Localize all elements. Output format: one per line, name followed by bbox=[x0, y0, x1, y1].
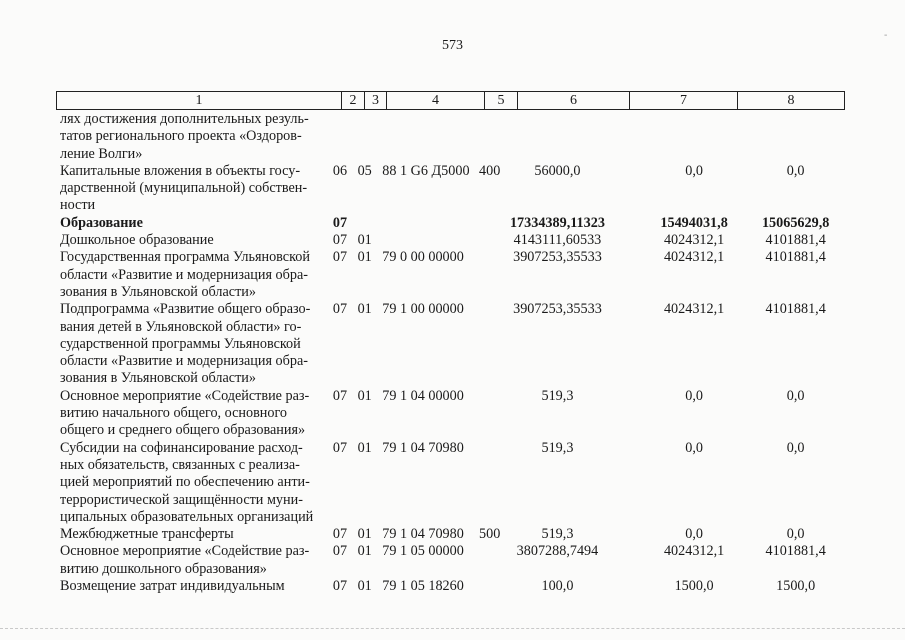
row-description bbox=[60, 215, 323, 232]
description-line: дарственной (муниципальной) собствен- bbox=[60, 180, 308, 197]
description-line: витию дошкольного образования» bbox=[60, 560, 267, 577]
row-description bbox=[60, 249, 323, 301]
amount-year-3: 4101881,4 bbox=[765, 301, 826, 318]
row-description bbox=[60, 301, 323, 387]
header-col-3: 3 bbox=[365, 92, 387, 109]
target-article-code: 79 1 00 00000 bbox=[382, 301, 464, 318]
row-description bbox=[60, 111, 323, 163]
table-row bbox=[60, 578, 845, 595]
description-line: Возмещение затрат индивидуальным bbox=[60, 578, 285, 595]
expense-type-code: 400 bbox=[479, 162, 501, 179]
description-line: террористической защищённости муни- bbox=[60, 491, 303, 508]
description-line: зования в Ульяновской области» bbox=[60, 283, 256, 300]
header-col-5: 5 bbox=[485, 92, 518, 109]
section-code: 07 bbox=[332, 526, 348, 543]
description-line: общего и среднего общего образования» bbox=[60, 422, 306, 439]
description-line: Субсидии на софинансирование расход- bbox=[60, 439, 303, 456]
budget-table-body bbox=[60, 111, 845, 595]
table-row bbox=[60, 301, 845, 387]
amount-year-1: 3907253,35533 bbox=[513, 301, 602, 318]
page-number: 573 bbox=[442, 38, 463, 53]
subsection-code: 01 bbox=[357, 578, 372, 595]
row-description bbox=[60, 388, 323, 440]
amount-year-2: 4024312,1 bbox=[663, 301, 725, 318]
amount-year-2: 0,0 bbox=[685, 439, 703, 456]
amount-year-2: 4024312,1 bbox=[663, 249, 725, 266]
table-header bbox=[56, 91, 845, 110]
subsection-code: 01 bbox=[357, 301, 372, 318]
subsection-code: 01 bbox=[357, 526, 372, 543]
amount-year-2: 0,0 bbox=[685, 162, 703, 179]
description-line: зования в Ульяновской области» bbox=[60, 370, 256, 387]
section-code: 07 bbox=[332, 578, 348, 595]
amount-year-1: 519,3 bbox=[541, 387, 574, 404]
table-row bbox=[60, 543, 845, 578]
amount-year-2: 0,0 bbox=[685, 526, 703, 543]
table-row bbox=[60, 526, 845, 543]
description-line: ности bbox=[60, 197, 96, 214]
description-line: Основное мероприятие «Содействие раз- bbox=[60, 387, 310, 404]
row-description bbox=[60, 543, 323, 578]
amount-year-3: 4101881,4 bbox=[765, 232, 826, 249]
description-line: области «Развитие и модернизация обра- bbox=[60, 353, 308, 370]
target-article-code: 79 1 05 18260 bbox=[382, 578, 464, 595]
row-description bbox=[60, 232, 323, 249]
section-code: 07 bbox=[332, 439, 348, 456]
header-col-6: 6 bbox=[518, 92, 630, 109]
row-description bbox=[60, 526, 323, 543]
row-description bbox=[60, 440, 323, 526]
amount-year-2: 0,0 bbox=[685, 387, 703, 404]
description-line: Дошкольное образование bbox=[60, 232, 214, 249]
section-code: 07 bbox=[332, 214, 348, 231]
description-line: области «Развитие и модернизация обра- bbox=[60, 266, 308, 283]
target-article-code: 88 1 G6 Д5000 bbox=[382, 162, 470, 179]
amount-year-3: 4101881,4 bbox=[765, 543, 826, 560]
amount-year-2: 4024312,1 bbox=[663, 232, 725, 249]
target-article-code: 79 0 00 00000 bbox=[382, 249, 464, 266]
description-line: татов регионального проекта «Оздоров- bbox=[60, 128, 302, 145]
amount-year-1: 100,0 bbox=[541, 578, 574, 595]
header-col-1: 1 bbox=[57, 92, 342, 109]
table-row bbox=[60, 163, 845, 215]
amount-year-2: 15494031,8 bbox=[660, 214, 728, 231]
amount-year-3: 1500,0 bbox=[776, 578, 816, 595]
table-row bbox=[60, 215, 845, 232]
target-article-code: 79 1 04 70980 bbox=[382, 439, 464, 456]
scan-edge-line bbox=[0, 628, 905, 629]
table-row bbox=[60, 249, 845, 301]
target-article-code: 79 1 04 70980 bbox=[382, 526, 464, 543]
description-line: Капитальные вложения в объекты госу- bbox=[60, 162, 301, 179]
amount-year-1: 519,3 bbox=[541, 526, 574, 543]
subsection-code: 01 bbox=[357, 439, 372, 456]
description-line: Межбюджетные трансферты bbox=[60, 526, 234, 543]
section-code: 07 bbox=[332, 387, 348, 404]
amount-year-3: 0,0 bbox=[786, 387, 805, 404]
amount-year-2: 4024312,1 bbox=[663, 543, 725, 560]
table-row bbox=[60, 111, 845, 163]
section-code: 07 bbox=[332, 301, 348, 318]
target-article-code: 79 1 04 00000 bbox=[382, 387, 464, 404]
subsection-code: 01 bbox=[357, 543, 372, 560]
description-line: Государственная программа Ульяновской bbox=[60, 249, 310, 266]
description-line: витию начального общего, основного bbox=[60, 405, 288, 422]
scan-artifact: - bbox=[884, 30, 888, 41]
table-row bbox=[60, 388, 845, 440]
target-article-code: 79 1 05 00000 bbox=[382, 543, 464, 560]
header-col-8: 8 bbox=[787, 93, 795, 108]
description-line: Подпрограмма «Развитие общего образо- bbox=[60, 301, 311, 318]
amount-year-2: 1500,0 bbox=[674, 578, 714, 595]
description-line: ление Волги» bbox=[60, 145, 143, 162]
amount-year-1: 3907253,35533 bbox=[513, 249, 602, 266]
subsection-code: 01 bbox=[357, 387, 372, 404]
amount-year-3: 0,0 bbox=[786, 439, 805, 456]
amount-year-3: 4101881,4 bbox=[765, 249, 826, 266]
section-code: 06 bbox=[332, 162, 348, 179]
amount-year-1: 4143111,60533 bbox=[513, 232, 602, 249]
description-line: лях достижения дополнительных резуль- bbox=[60, 111, 309, 127]
row-description bbox=[60, 578, 323, 595]
header-col-4: 4 bbox=[387, 92, 485, 109]
description-line: вания детей в Ульяновской области» го- bbox=[60, 318, 302, 335]
amount-year-3: 15065629,8 bbox=[761, 214, 830, 231]
subsection-code: 01 bbox=[357, 232, 372, 249]
subsection-code: 01 bbox=[357, 249, 372, 266]
row-description bbox=[60, 163, 323, 215]
description-line: Основное мероприятие «Содействие раз- bbox=[60, 543, 310, 560]
description-line: ных обязательств, связанных с реализа- bbox=[60, 456, 300, 473]
header-col-7: 7 bbox=[630, 92, 738, 109]
amount-year-1: 3807288,7494 bbox=[516, 543, 599, 560]
expense-type-code: 500 bbox=[479, 526, 501, 543]
section-code: 07 bbox=[332, 232, 348, 249]
header-col-2: 2 bbox=[342, 92, 365, 109]
description-line: ципальных образовательных организаций bbox=[60, 508, 314, 525]
amount-year-3: 0,0 bbox=[786, 162, 805, 179]
description-line: цией мероприятий по обеспечению анти- bbox=[60, 474, 310, 491]
amount-year-1: 519,3 bbox=[541, 439, 574, 456]
amount-year-3: 0,0 bbox=[786, 526, 805, 543]
section-code: 07 bbox=[332, 543, 348, 560]
table-row bbox=[60, 232, 845, 249]
amount-year-1: 17334389,11323 bbox=[509, 214, 605, 231]
section-code: 07 bbox=[332, 249, 348, 266]
description-line: сударственной программы Ульяновской bbox=[60, 335, 301, 352]
table-row bbox=[60, 440, 845, 526]
amount-year-1: 56000,0 bbox=[534, 162, 581, 179]
subsection-code: 05 bbox=[357, 162, 372, 179]
description-line: Образование bbox=[60, 214, 143, 231]
